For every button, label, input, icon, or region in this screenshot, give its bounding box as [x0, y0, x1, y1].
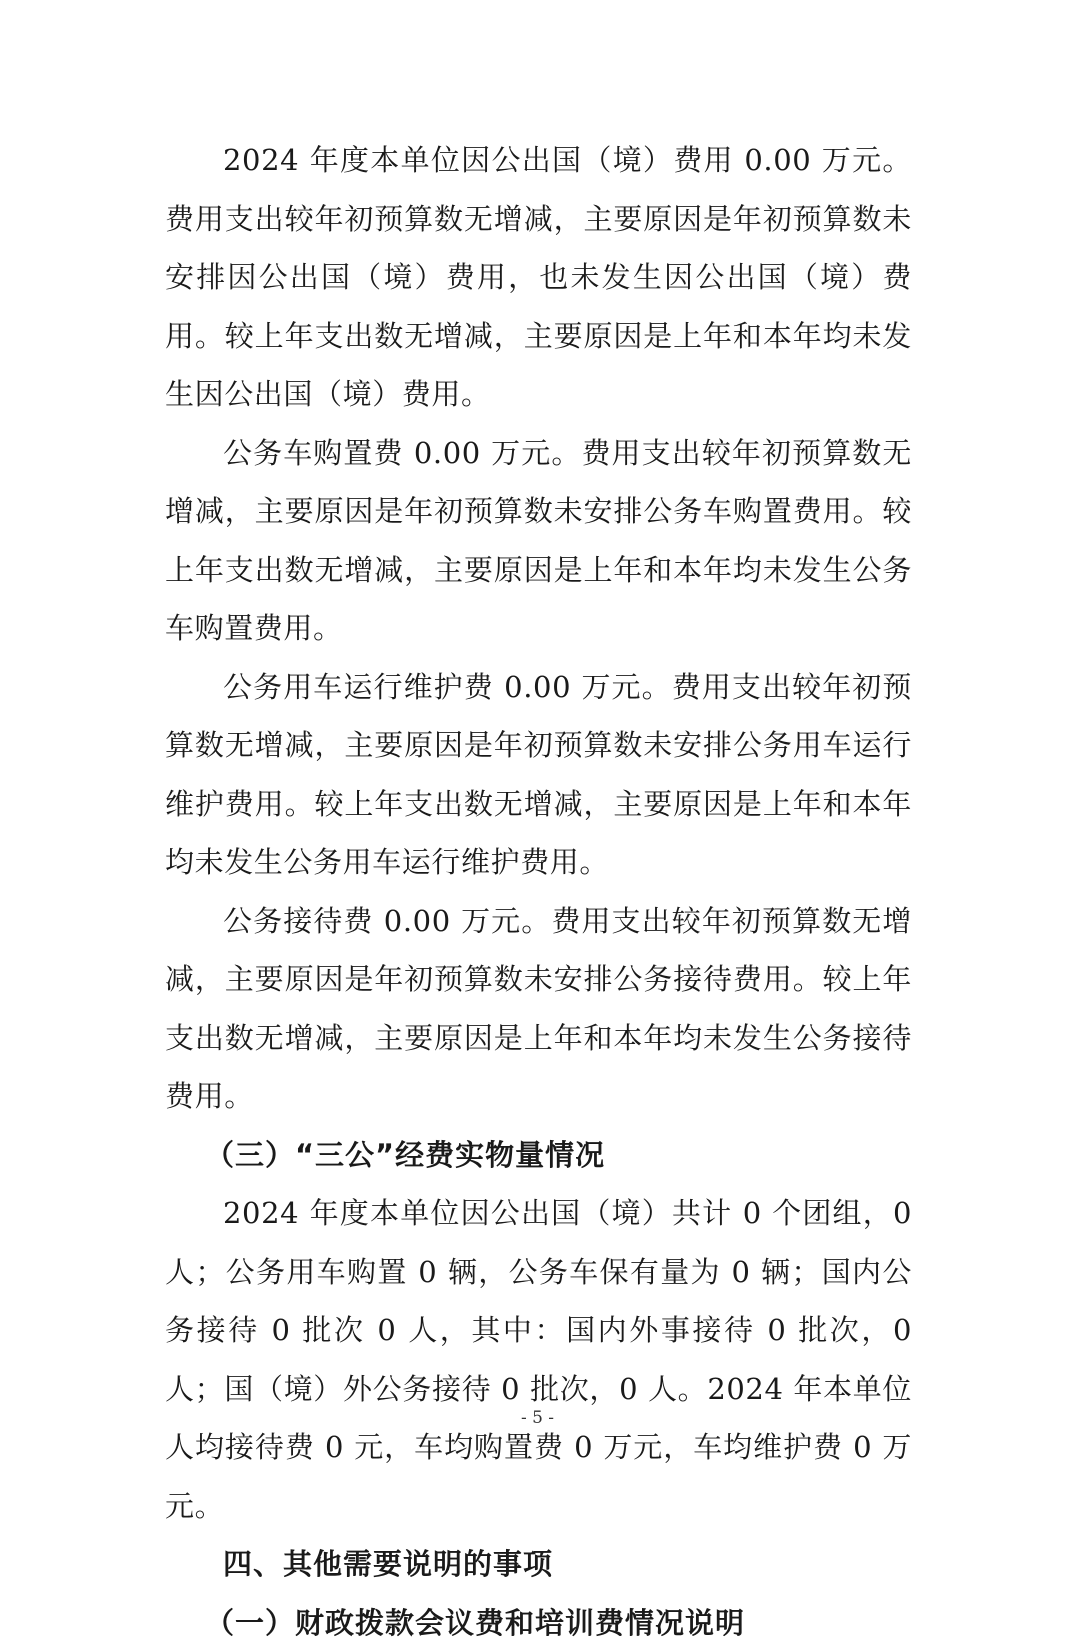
- heading-other-matters: 四、其他需要说明的事项: [165, 1535, 912, 1594]
- heading-physical-quantity: （三）“三公”经费实物量情况: [165, 1126, 912, 1185]
- paragraph-vehicle-purchase: 公务车购置费 0.00 万元。费用支出较年初预算数无增减，主要原因是年初预算数未安排公务车购置费用。较上年支出数无增减，主要原因是上年和本年均未发生公务车购置费用。: [165, 424, 912, 658]
- paragraph-vehicle-maintenance: 公务用车运行维护费 0.00 万元。费用支出较年初预算数无增减，主要原因是年初预算数未安排公务用车运行维护费用。较上年支出数无增减，主要原因是上年和本年均未发生公务用车运行维护费用。: [165, 658, 912, 892]
- page-number: - 5 -: [0, 1408, 1075, 1428]
- paragraph-overseas-travel: 2024 年度本单位因公出国（境）费用 0.00 万元。费用支出较年初预算数无增减，主要原因是年初预算数未安排因公出国（境）费用，也未发生因公出国（境）费用。较上年支出数无增减，主要原因是上年和本年均未发生因公出国（境）费用。: [165, 131, 912, 424]
- paragraph-physical-quantity: 2024 年度本单位因公出国（境）共计 0 个团组，0 人；公务用车购置 0 辆，公务车保有量为 0 辆；国内公务接待 0 批次 0 人，其中：国内外事接待 0 批次，0 人；国（境）外公务接待 0 批次，0 人。2024 年本单位人均接待费 0 元，车均购置费 0 万元，车均维护费 0 万元。: [165, 1184, 912, 1535]
- paragraph-reception: 公务接待费 0.00 万元。费用支出较年初预算数无增减，主要原因是年初预算数未安排公务接待费用。较上年支出数无增减，主要原因是上年和本年均未发生公务接待费用。: [165, 892, 912, 1126]
- heading-meeting-training-fees: （一）财政拨款会议费和培训费情况说明: [165, 1594, 912, 1652]
